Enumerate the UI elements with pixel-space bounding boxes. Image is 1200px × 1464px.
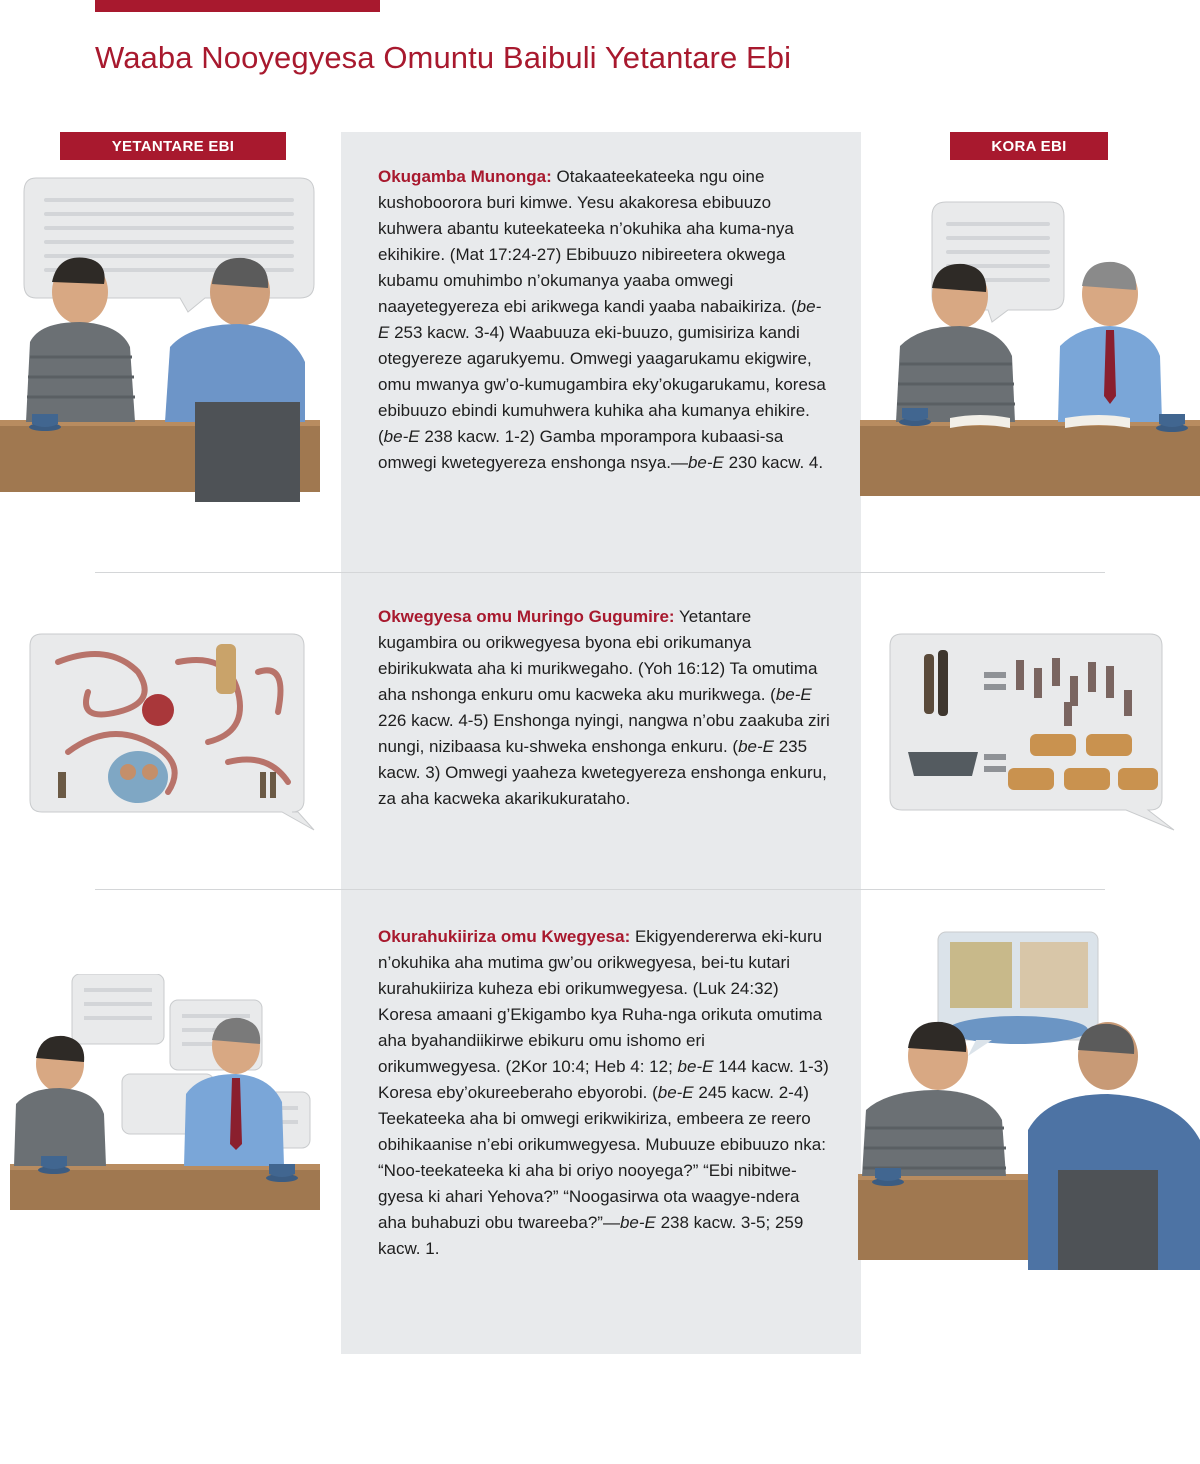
illustration-do-ask-questions — [860, 196, 1200, 506]
label-dont: YETANTARE EBI — [60, 132, 286, 160]
illustration-do-focus-main-points — [888, 632, 1176, 832]
illustration-dont-rush — [0, 974, 330, 1210]
illustration-dont-talk-too-much — [0, 172, 320, 502]
section-3-text: Okurahukiiriza omu Kwegyesa: Ekigyendererwa eki-kuru n’okuhika aha mutima gw’ou orikwegyesa, bei-tu kutari kurahukiiriza kuheza ebi orikumwegyesa. (Luk 24:32) Koresa amaani g’Ekigambo kya Ruha-nga orikuta omutima aha byahandiikirwe ebikuru omu ishomo eri orikumwegyesa. (2Kor 10:4; Heb 4: 12; be-E 144 kacw. 1-3) Koresa eby’okureeberaho ebyorobi. (be-E 245 kacw. 2-4) Teekateeka aha bi omwegi erikwikiriza, embeera ze reero obihikaanise n’ebi orikumwegyesa. Mubuuze ebibuuzo nka: “Noo-teekateeka ki aha bi oriyo nooyega?” “Ebi nibitwe-gyesa ki ahari Yehova?” “Noogasirwa ota waagye-ndera aha buhabuzi obu twareeba?”—be-E 238 kacw. 3-5; 259 kacw. 1. — [378, 927, 829, 1258]
section-divider — [95, 889, 1105, 890]
illustration-dont-too-many-topics — [28, 632, 320, 832]
section-divider — [95, 572, 1105, 573]
page-title: Waaba Nooyegyesa Omuntu Baibuli Yetantare Ebi — [95, 40, 792, 75]
section-1-heading: Okugamba Munonga: — [378, 167, 552, 186]
section-2-heading: Okwegyesa omu Muringo Gugumire: — [378, 607, 675, 626]
section-3-heading: Okurahukiiriza omu Kwegyesa: — [378, 927, 631, 946]
label-do: KORA EBI — [950, 132, 1108, 160]
section-2-text: Okwegyesa omu Muringo Gugumire: Yetantare kugambira ou orikwegyesa byona ebi orikumanya ebirikukwata aha ki murikwegaho. (Yoh 16:12) Ta omutima aha nshonga enkuru omu kacweka aku murikwega. (be-E 226 kacw. 4-5) Enshonga nyingi, nangwa n’obu zaakuba ziri nungi, nizibaasa ku-shweka enshonga enkuru. (be-E 235 kacw. 3) Omwegi yaaheza kwetegyereza enshonga enkuru, za aha kacweka akarikukurataho. — [378, 607, 830, 808]
illustration-do-reach-heart — [858, 930, 1200, 1270]
section-1-text: Okugamba Munonga: Otakaateekateeka ngu oine kushoboorora buri kimwe. Yesu akakoresa ebibuuzo kuhwera abantu kuteekateeka n’okuhika aha kuma-nya ekihikire. (Mat 17:24-27) Ebibuuzo nibireetera okwega kubamu omuhimbo n’okumanya yaaba omwegi naayetegyereza ebi arikwega kandi yaaba nabaikiriza. (be-E 253 kacw. 3-4) Waabuuza eki-buuzo, gumisiriza kandi otegyereze agarukyemu. Omwegi yaagarukamu ekigwire, omu mwanya gw’o-kumugambira eky’okugarukamu, koresa ebibuuzo ebindi kumuhwera kuhika aha kumanya ehikire. (be-E 238 kacw. 1-2) Gamba mporamporа kubaasi-sa omwegi kwetegyereza enshonga nsya.—be-E 230 kacw. 4. — [378, 167, 826, 472]
top-accent-bar — [95, 0, 380, 12]
